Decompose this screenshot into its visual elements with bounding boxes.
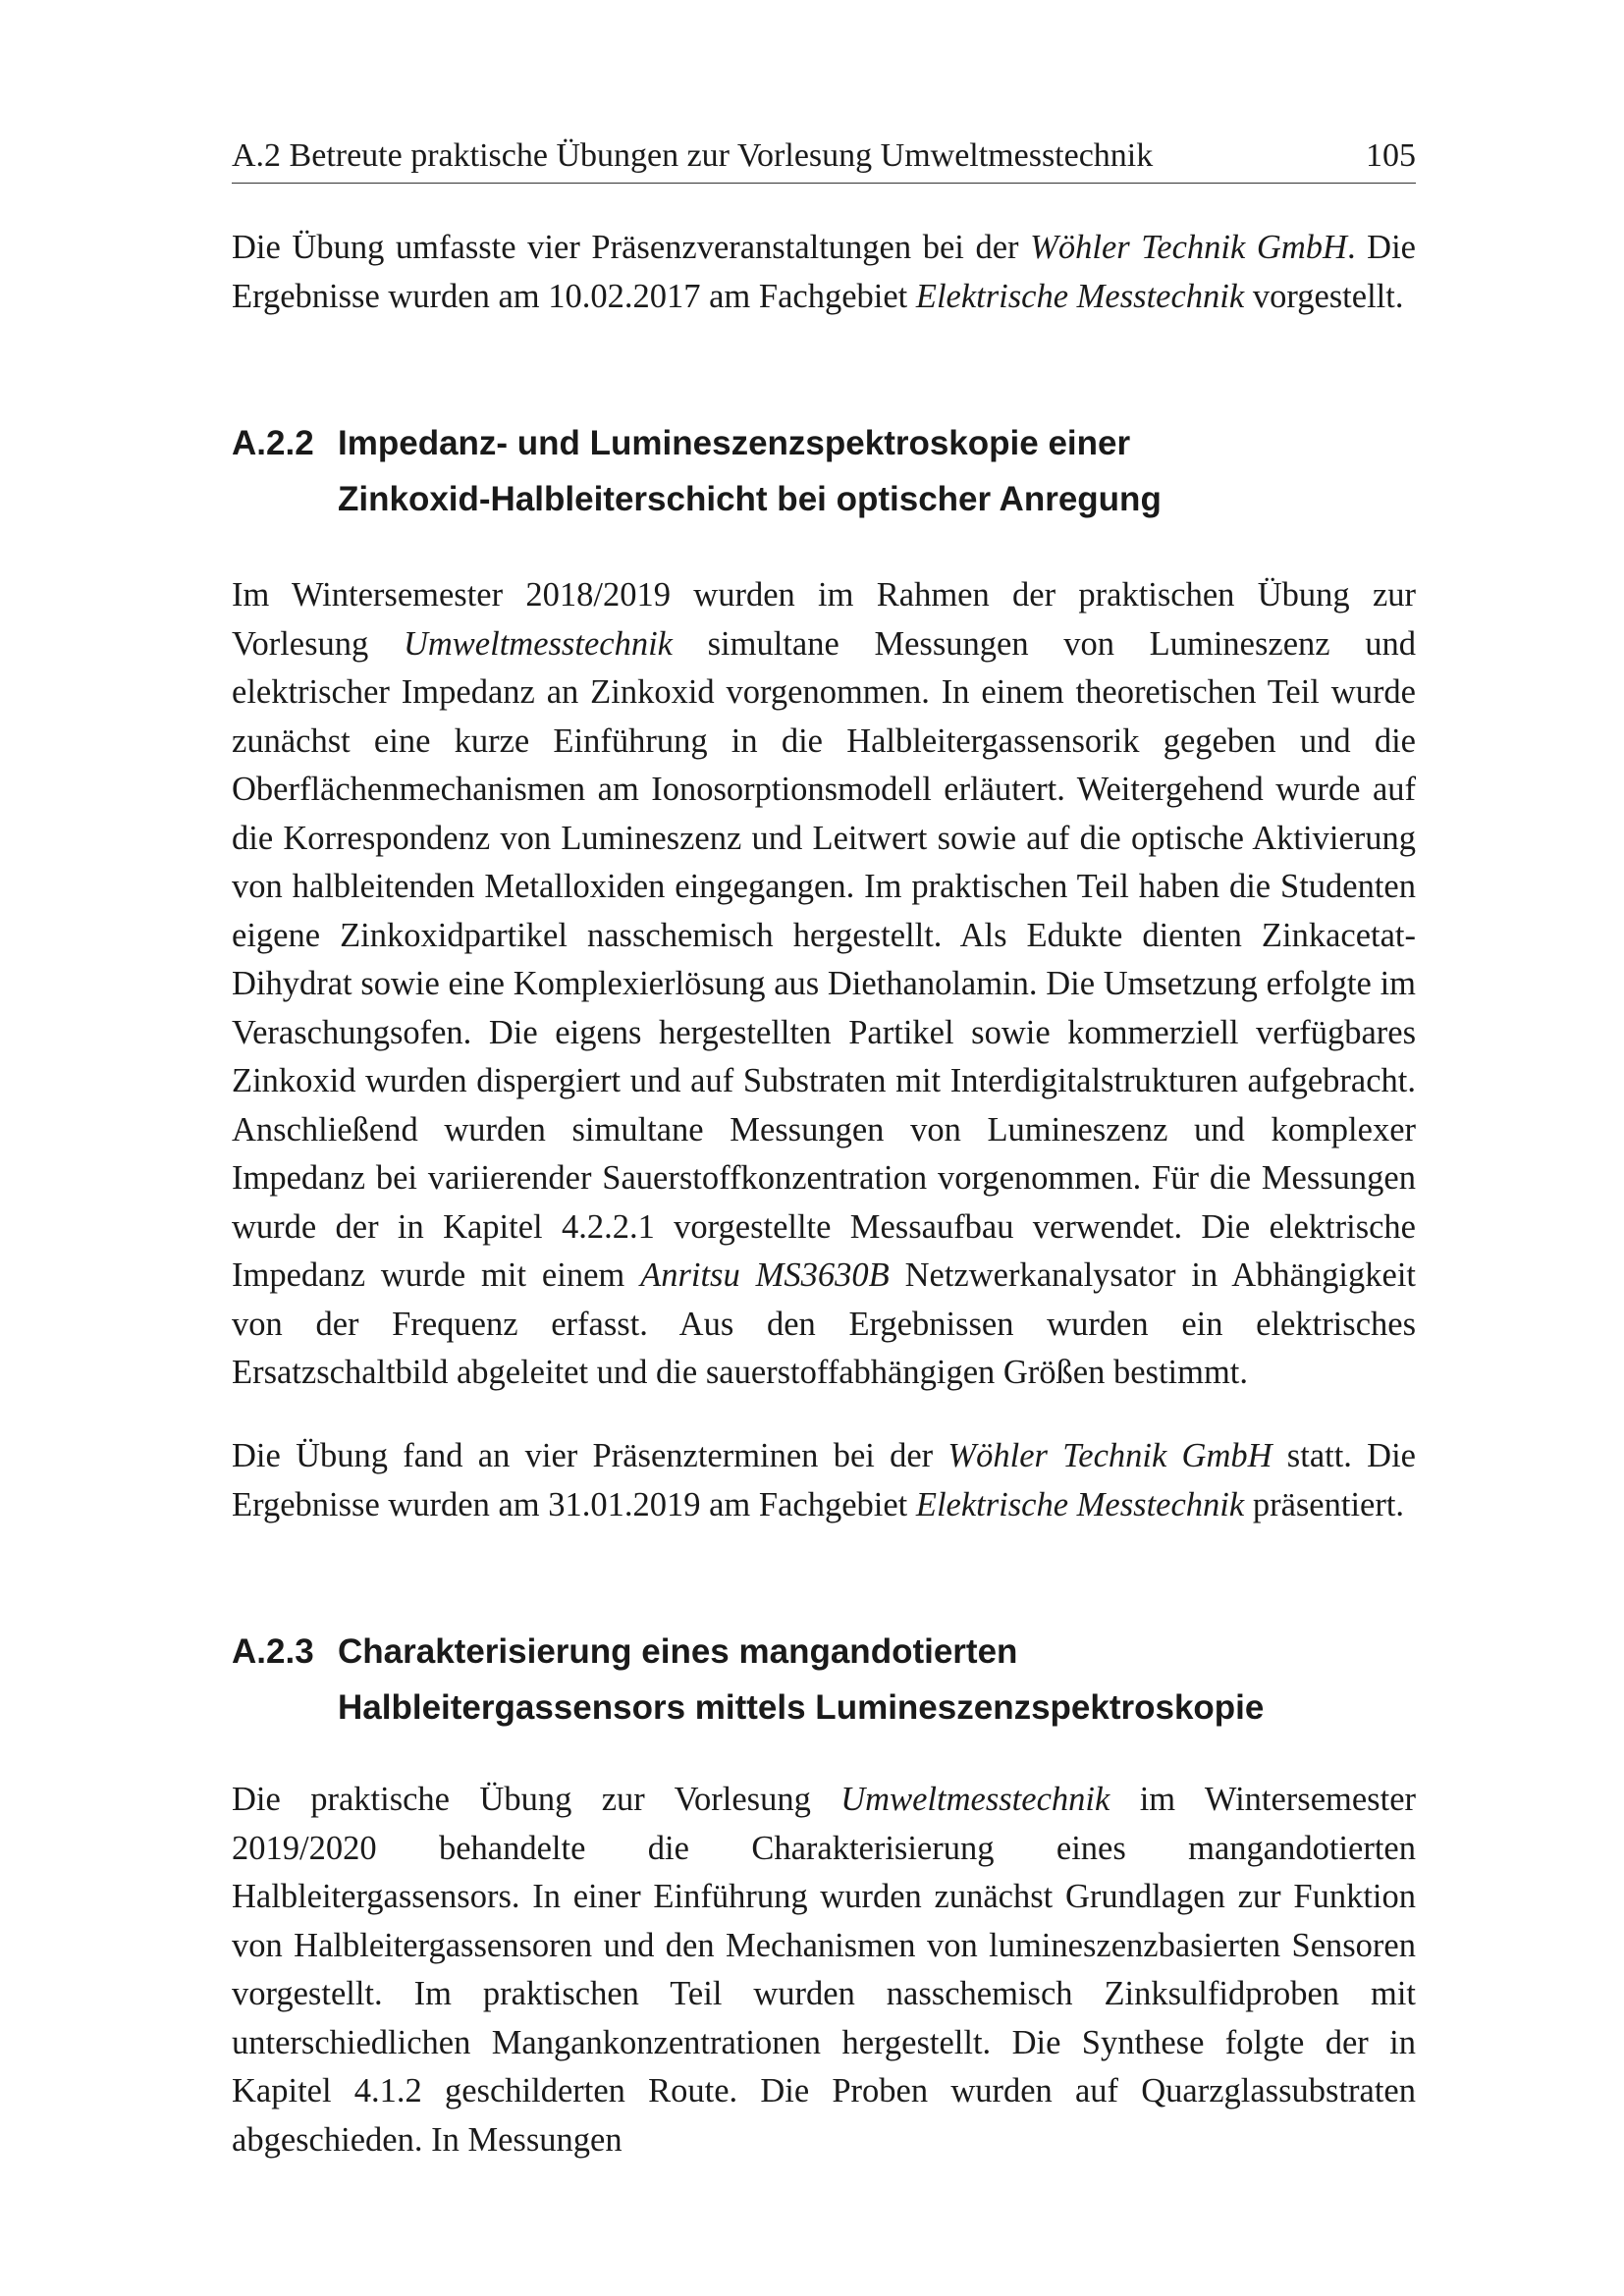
section-title-line1: Impedanz- und Lumineszenzspektroskopie einer bbox=[338, 424, 1131, 462]
running-header bbox=[232, 132, 1416, 184]
section-title-line1: Charakterisierung eines mangandotierten bbox=[338, 1632, 1018, 1671]
section-title-line2: Zinkoxid-Halbleiterschicht bei optischer Anregung bbox=[338, 480, 1162, 518]
instrument-name: Anritsu MS3630B bbox=[640, 1256, 890, 1294]
lecture-name: Umweltmesstechnik bbox=[403, 624, 673, 663]
section-number: A.2.3 bbox=[232, 1632, 314, 1671]
section-heading-a23 bbox=[232, 1624, 1416, 1735]
paragraph-exercise-summary-2019: Die Übung fand an vier Präsenzterminen bei der Wöhler Technik GmbH statt. Die Ergebnisse wurden am 31.01.2019 am Fachgebiet Elektrische Messtechnik präsentiert. bbox=[232, 1437, 1416, 1523]
department-name: Elektrische Messtechnik bbox=[915, 1485, 1245, 1523]
section-number: A.2.2 bbox=[232, 424, 314, 462]
company-name: Wöhler Technik GmbH bbox=[1030, 229, 1347, 266]
department-name: Elektrische Messtechnik bbox=[915, 277, 1245, 315]
lecture-name: Umweltmesstechnik bbox=[840, 1781, 1110, 1818]
paragraph-exercise-summary-2017: Die Übung umfasste vier Präsenzveranstaltungen bei der Wöhler Technik GmbH. Die Ergebnisse wurden am 10.02.2017 am Fachgebiet Elektrische Messtechnik vorgestellt. bbox=[232, 229, 1416, 315]
paragraph-a22-body: Im Wintersemester 2018/2019 wurden im Rahmen der praktischen Übung zur Vorlesung Umweltmesstechnik simultane Messungen von Lumineszenz und elektrischer Impedanz an Zinkoxid vorgenommen. In einem theoretischen Teil wurde zunächst eine kurze Einführung in die Halbleitergassensorik gegeben und die Oberflächenmechanismen am Ionosorptionsmodell erläutert. Weitergehend wurde auf die Korrespondenz von Lumineszenz und Leitwert sowie auf die optische Aktivierung von halbleitenden Metalloxiden eingegangen. Im praktischen Teil haben die Studenten eigene Zinkoxidpartikel nasschemisch hergestellt. Als Edukte dienten Zinkacetat-Dihydrat sowie eine Komplexierlösung aus Diethanolamin. Die Umsetzung erfolgte im Veraschungsofen. Die eigens hergestellten Partikel sowie kommerziell verfügbares Zinkoxid wurden dispergiert und auf Substraten mit Interdigitalstrukturen aufgebracht. Anschließend wurden simultane Messungen von Lumineszenz und komplexer Impedanz bei variierender Sauerstoffkonzentration vorgenommen. Für die Messungen wurde der in Kapitel 4.2.2.1 vorgestellte Messaufbau verwendet. Die elektrische Impedanz wurde mit einem Anritsu MS3630B Netzwerkanalysator in Abhängigkeit von der Frequenz erfasst. Aus den Ergebnissen wurden ein elektrisches Ersatzschaltbild abgeleitet und die sauerstoffabhängigen Größen bestimmt. bbox=[232, 576, 1417, 1391]
paragraph-a23-body: Die praktische Übung zur Vorlesung Umweltmesstechnik im Wintersemester 2019/2020 behandelte die Charakterisierung eines mangandotierten Halbleitergassensors. In einer Einführung wurden zunächst Grundlagen zur Funktion von Halbleitergassensoren und den Mechanismen von lumineszenzbasierten Sensoren vorgestellt. Im praktischen Teil wurden nasschemisch Zinksulfidproben mit unterschiedlichen Mangankonzentrationen hergestellt. Die Synthese folgte der in Kapitel 4.1.2 geschilderten Route. Die Proben wurden auf Quarzglassubstraten abgeschieden. In Messungen bbox=[232, 1781, 1416, 2159]
page-number: 105 bbox=[1366, 137, 1416, 174]
company-name: Wöhler Technik GmbH bbox=[947, 1437, 1272, 1474]
header-section-title: A.2 Betreute praktische Übungen zur Vorlesung Umweltmesstechnik bbox=[232, 137, 1154, 174]
section-heading-a22 bbox=[232, 415, 1416, 527]
section-title-line2: Halbleitergassensors mittels Lumineszenzspektroskopie bbox=[338, 1688, 1265, 1727]
